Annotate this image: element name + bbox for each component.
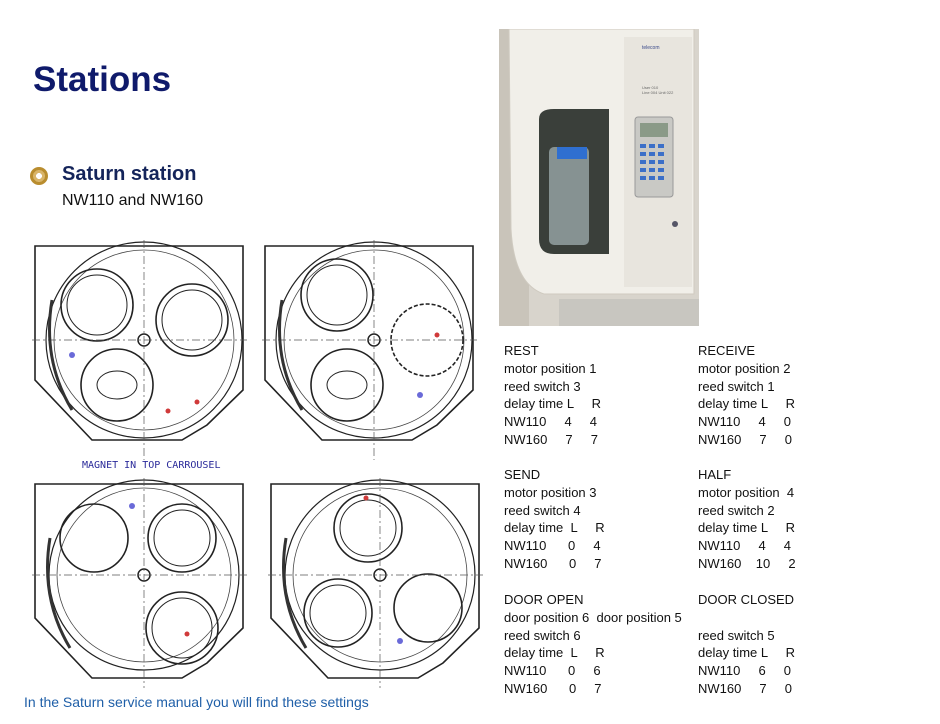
setting-line: delay time L R [504,396,602,412]
station-photo [499,29,699,326]
models-text: NW110 and NW160 [62,192,204,209]
setting-line [698,609,795,627]
setting-line: reed switch 5 [698,627,775,643]
footer-note: In the Saturn service manual you will find these settings [24,694,369,710]
state-heading: DOOR OPEN [504,592,584,607]
setting-line: delay time L R [698,520,796,536]
setting-line: motor position 3 [504,484,597,500]
setting-line: motor position 4 [698,484,795,500]
setting-line: motor position 2 [698,360,791,376]
state-heading: DOOR CLOSED [698,592,795,607]
state-heading: HALF [698,467,732,482]
photo-label-1: User 010 [642,85,659,90]
setting-line: NW110 0 6 [504,663,601,679]
setting-line: delay time L R [504,645,605,661]
carousel-drawing-send [32,478,247,688]
setting-line: NW160 0 7 [504,680,602,696]
carousel-drawing-half [268,478,483,688]
setting-line: NW110 0 4 [504,538,601,554]
setting-line: motor position 1 [504,360,597,376]
settings-half [698,466,796,573]
photo-brand: telecom [642,45,660,51]
magnet-callout: MAGNET IN TOP CARROUSEL [82,460,221,471]
setting-line: reed switch 2 [698,502,775,518]
state-heading: REST [504,343,539,358]
bullet-icon [30,167,48,185]
setting-line: delay time L R [698,396,796,412]
carousel-drawing-rest [32,240,247,460]
setting-line: reed switch 4 [504,502,581,518]
photo-label-2: Line 004 Unit 022 [642,90,674,95]
settings-send [504,466,605,573]
page-title: Stations [33,60,172,99]
settings-receive [698,342,795,449]
state-heading: RECEIVE [698,343,756,358]
setting-line: NW160 7 0 [698,680,792,696]
settings-door-open [504,591,682,698]
section-title: Saturn station [62,163,197,185]
state-heading: SEND [504,467,541,482]
setting-line: NW160 7 0 [698,431,792,447]
settings-rest [504,342,601,449]
setting-line: NW160 0 7 [504,555,602,571]
settings-door-closed [698,591,795,698]
setting-line: NW110 4 4 [504,414,597,430]
setting-line: reed switch 3 [504,378,581,394]
setting-line: NW160 7 7 [504,431,598,447]
setting-line: delay time L R [504,520,605,536]
setting-line: NW110 4 0 [698,414,791,430]
setting-line: delay time L R [698,645,796,661]
setting-line: NW110 6 0 [698,663,791,679]
carousel-drawing-receive [262,240,477,460]
setting-line: reed switch 1 [698,378,775,394]
setting-line: NW160 10 2 [698,555,796,571]
setting-line: door position 6 door position 5 [504,609,682,625]
setting-line: NW110 4 4 [698,538,791,554]
setting-line: reed switch 6 [504,627,581,643]
